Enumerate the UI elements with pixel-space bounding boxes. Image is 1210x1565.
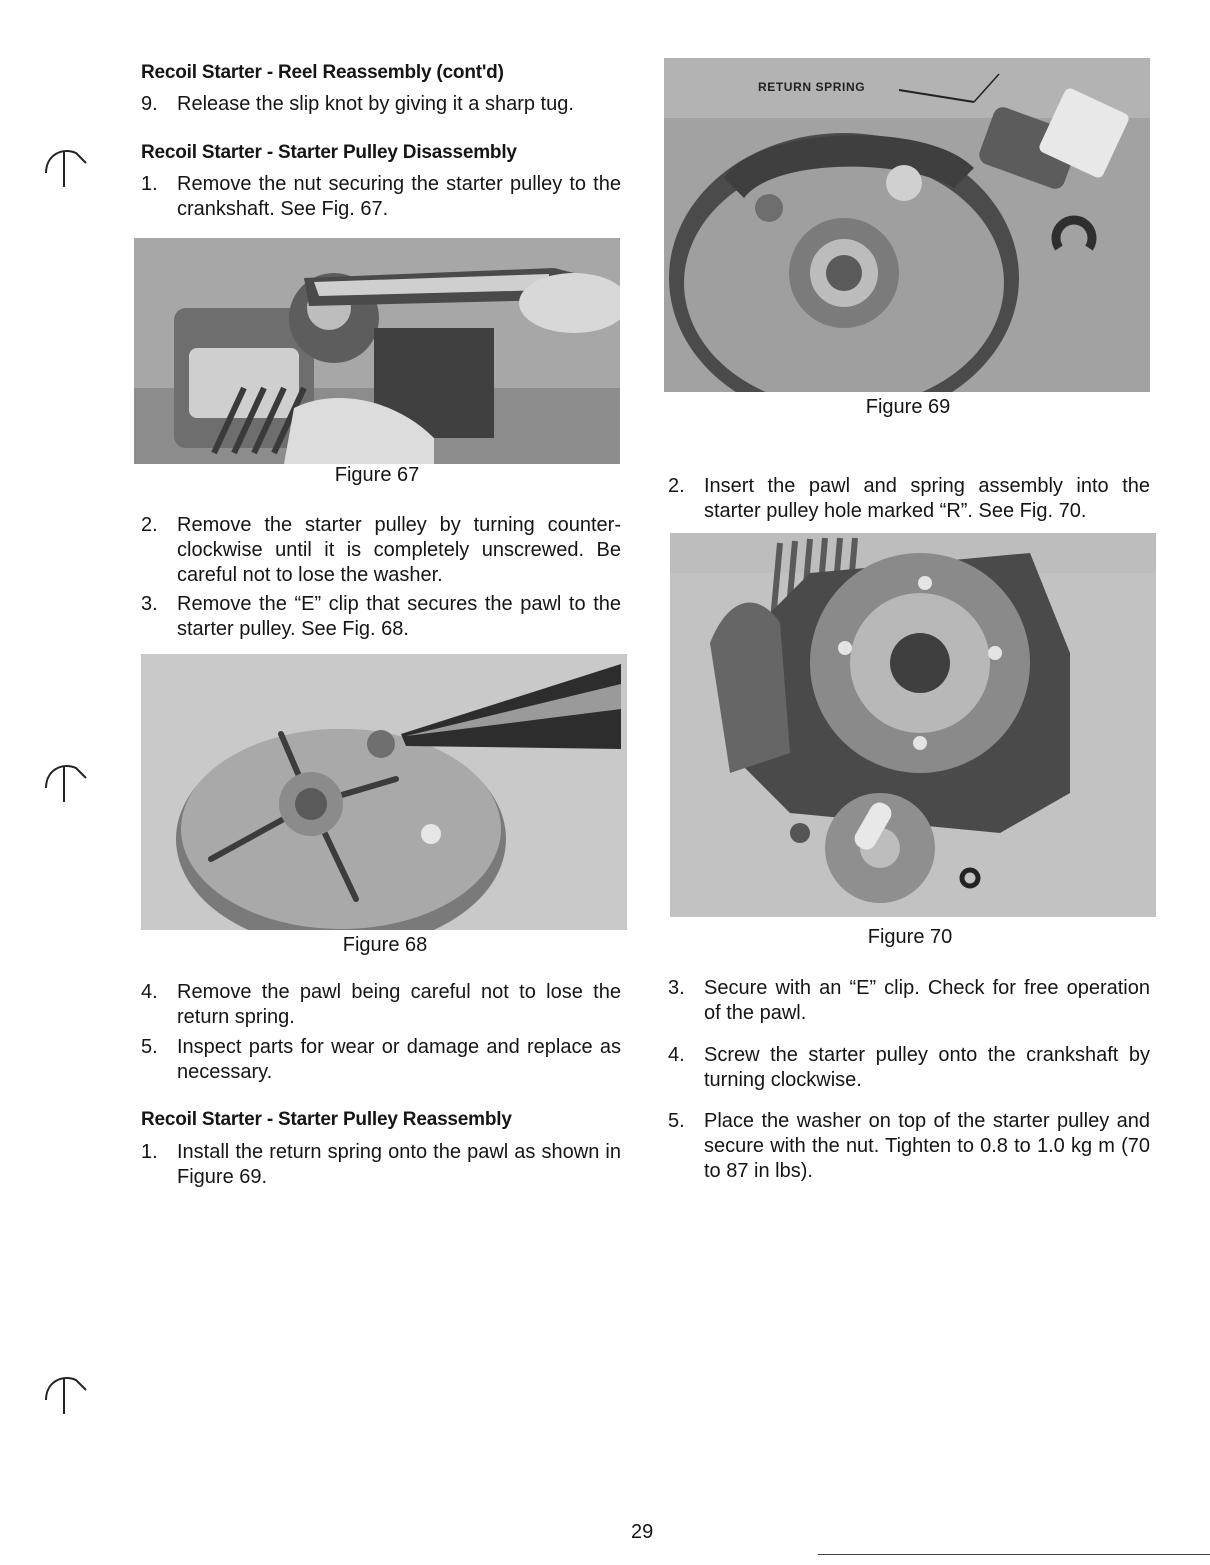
step-text: Release the slip knot by giving it a sharp tug. [177, 93, 574, 115]
step-number: 1. [141, 1141, 158, 1163]
step-text: Remove the pawl being careful not to lose the return spring. [177, 981, 621, 1028]
reassembly-step-2 [668, 474, 1150, 524]
disassembly-step-3 [141, 592, 621, 642]
reassembly-step-3 [668, 976, 1150, 1026]
step-text: Remove the nut securing the starter pulley to the crankshaft. See Fig. 67. [177, 173, 621, 220]
step-number: 5. [141, 1036, 158, 1058]
step-number: 4. [141, 981, 158, 1003]
heading-reel-reassembly: Recoil Starter - Reel Reassembly (cont'd) [141, 62, 504, 83]
step-number: 3. [668, 977, 685, 999]
step-number: 2. [141, 514, 158, 536]
binder-punch-mark-bottom [42, 1372, 88, 1418]
step-number: 5. [668, 1110, 685, 1132]
step-text: Place the washer on top of the starter pulley and secure with the nut. Tighten to 0.8 to 1.0 kg m (70 to 87 in lbs). [704, 1110, 1150, 1182]
step-number: 3. [141, 593, 158, 615]
heading-pulley-reassembly: Recoil Starter - Starter Pulley Reassembly [141, 1109, 512, 1130]
reassembly-step-5 [668, 1109, 1150, 1184]
binder-punch-mark-middle [42, 760, 88, 806]
figure-69-return-spring-label: RETURN SPRING [758, 80, 866, 94]
figure-70-caption: Figure 70 [867, 926, 953, 948]
step-number: 4. [668, 1044, 685, 1066]
reassembly-step-4 [668, 1043, 1150, 1093]
figure-70-photo [670, 533, 1156, 917]
step-number: 2. [668, 475, 685, 497]
disassembly-step-5 [141, 1035, 621, 1085]
binder-punch-mark-top [42, 145, 88, 191]
footer-rule [818, 1554, 1210, 1555]
step-number: 9. [141, 93, 158, 115]
page-number: 29 [631, 1521, 654, 1543]
disassembly-step-1 [141, 172, 621, 222]
figure-67-caption: Figure 67 [334, 464, 420, 486]
figure-69-photo [664, 58, 1150, 392]
step-text: Screw the starter pulley onto the crankshaft by turning clockwise. [704, 1044, 1150, 1091]
step-text: Remove the starter pulley by turning counter-clockwise until it is completely unscrewed. Be careful not to lose the washer. [177, 514, 621, 586]
figure-69-caption: Figure 69 [865, 396, 951, 418]
step-text: Install the return spring onto the pawl as shown in Figure 69. [177, 1141, 621, 1188]
step-text: Insert the pawl and spring assembly into the starter pulley hole marked “R”. See Fig. 70. [704, 475, 1150, 522]
step-number: 1. [141, 173, 158, 195]
step-text: Remove the “E” clip that secures the pawl to the starter pulley. See Fig. 68. [177, 593, 621, 640]
figure-67-photo [134, 238, 620, 464]
step-text: Secure with an “E” clip. Check for free operation of the pawl. [704, 977, 1150, 1024]
step-text: Inspect parts for wear or damage and replace as necessary. [177, 1036, 621, 1083]
disassembly-step-4 [141, 980, 621, 1030]
heading-pulley-disassembly: Recoil Starter - Starter Pulley Disassembly [141, 142, 517, 163]
reassembly-step-1 [141, 1140, 621, 1190]
disassembly-step-2 [141, 513, 621, 588]
step-9 [141, 92, 621, 117]
figure-68-caption: Figure 68 [342, 934, 428, 956]
figure-68-photo [141, 654, 627, 930]
